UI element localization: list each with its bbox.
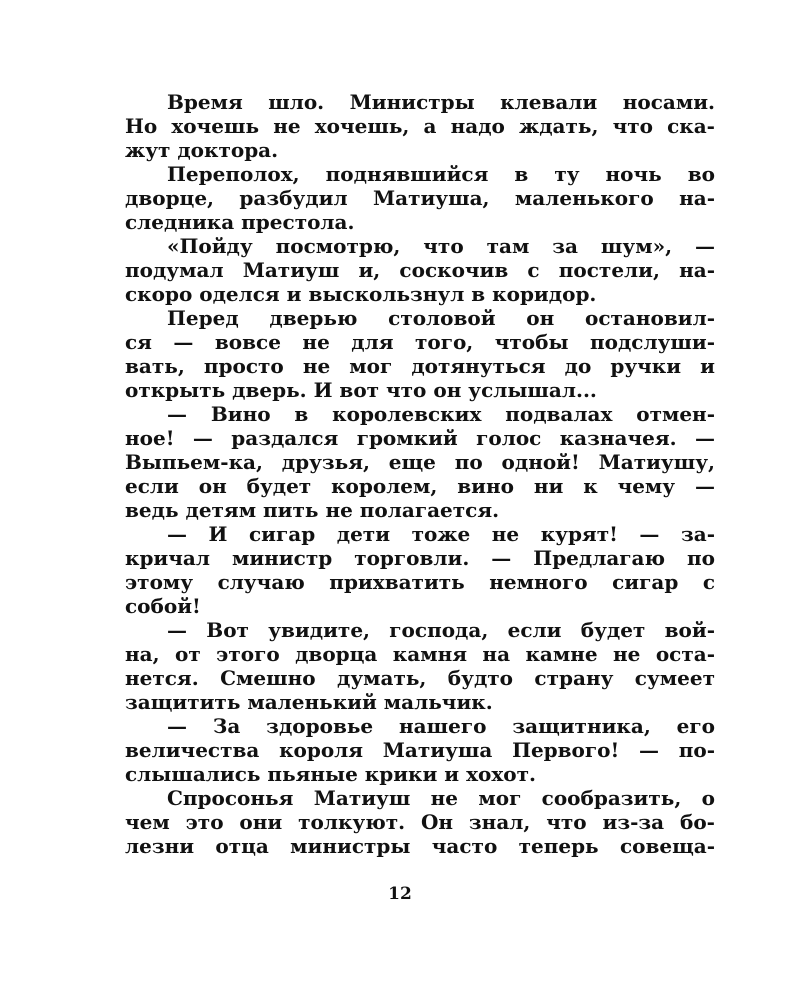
text-line: кричал министр торговли. — Предлагаю по [125,546,715,570]
text-line: защитить маленький мальчик. [125,690,493,714]
text-line: следника престола. [125,210,355,234]
text-line: Выпьем-ка, друзья, еще по одной! Матиушу, [125,450,715,474]
text-line: слышались пьяные крики и хохот. [125,762,536,786]
text-line: на, от этого дворца камня на камне не оста- [125,642,715,666]
text-line: собой! [125,594,201,618]
page-number: 12 [388,884,412,904]
body-text [125,90,715,858]
text-line: ведь детям пить не полагается. [125,498,500,522]
text-line: лезни отца министры часто теперь совеща- [125,834,715,858]
text-line: ся — вовсе не для того, чтобы подслуши- [125,330,715,354]
text-line: Спросонья Матиуш не мог сообразить, о [167,786,715,810]
text-line: ное! — раздался громкий голос казначея. — [125,426,715,450]
text-line: жут доктора. [125,138,279,162]
text-line: — За здоровье нашего защитника, его [167,714,715,738]
text-line: «Пойду посмотрю, что там за шум», — [167,234,715,258]
text-line: нется. Смешно думать, будто страну сумеет [125,666,715,690]
text-line: дворце, разбудил Матиуша, маленького на- [125,186,715,210]
text-line: вать, просто не мог дотянуться до ручки и [125,354,715,378]
text-line: скоро оделся и выскользнул в коридор. [125,282,597,306]
text-line: Переполох, поднявшийся в ту ночь во [167,162,715,186]
text-line: подумал Матиуш и, соскочив с постели, на- [125,258,715,282]
text-line: — Вот увидите, господа, если будет вой- [167,618,715,642]
text-line: этому случаю прихватить немного сигар с [125,570,715,594]
text-line: — Вино в королевских подвалах отмен- [167,402,715,426]
text-line: Но хочешь не хочешь, а надо ждать, что ска- [125,114,715,138]
text-line: открыть дверь. И вот что он услышал... [125,378,597,402]
text-line: Время шло. Министры клевали носами. [167,90,715,114]
text-line: — И сигар дети тоже не курят! — за- [167,522,715,546]
text-line: если он будет королем, вино ни к чему — [125,474,715,498]
text-line: чем это они толкуют. Он знал, что из-за бо- [125,810,715,834]
text-line: Перед дверью столовой он остановил- [167,306,715,330]
text-line: величества короля Матиуша Первого! — по- [125,738,715,762]
